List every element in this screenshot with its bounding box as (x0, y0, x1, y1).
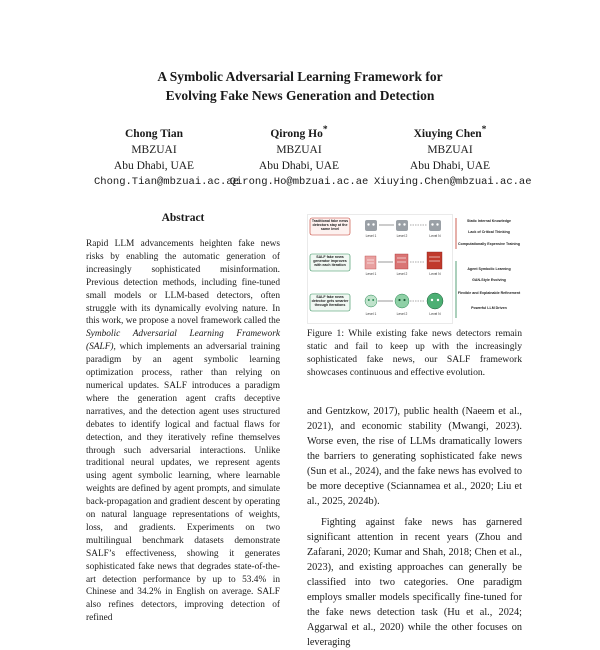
right-item-1: Lack of Critical Thinking (468, 230, 510, 234)
trad-label: Traditional fake news detectors stay at the same level (311, 218, 349, 231)
robot-icon (427, 293, 443, 309)
salf-det-label-box (310, 294, 350, 311)
abstract-framework-name: Symbolic Adversarial Learning Framework (SALF) (86, 329, 280, 353)
robot-icon (396, 220, 408, 231)
author-3-location: Abu Dhabi, UAE (409, 159, 491, 172)
robot-icon (365, 295, 377, 307)
row1-level-1: Level 1 (365, 234, 377, 238)
author-3 (374, 122, 532, 190)
trad-label-box (310, 218, 350, 235)
right-item-4: GAN-Style Evolving (472, 278, 506, 282)
fake-news-icon (365, 256, 376, 269)
author-3-name: Xiuying Chen (413, 127, 482, 140)
figure-1-caption: Figure 1: While existing fake news detectors remain static and fail to keep up with the increasingly sophisticated fake news, our SALF framework showcases continuous and effective evolution. (307, 328, 522, 378)
row2-level-n: Level N (429, 272, 441, 276)
trad-detector-icons (365, 220, 441, 231)
right-item-6: Powerful LLM Driven (471, 306, 507, 310)
right-item-3: Agent Symbolic Learning (467, 267, 511, 271)
author-2-name: Qirong Ho (270, 127, 323, 140)
abstract-heading: Abstract (161, 212, 205, 224)
row3-level-2: Level 2 (396, 312, 408, 316)
author-3-email: Xiuying.Chen@mbzuai.ac.ae (374, 175, 532, 188)
author-1-affil: MBZUAI (131, 143, 177, 156)
author-3-mark: * (481, 124, 487, 135)
author-2-email: Qirong.Ho@mbzuai.ac.ae (229, 175, 369, 188)
row3-level-1: Level 1 (365, 312, 377, 316)
author-2 (226, 122, 372, 190)
salf-gen-label: SALF fake news generator improves with each iteration (313, 254, 347, 267)
figure-right-panel (456, 218, 521, 318)
title-line-2: Evolving Fake News Generation and Detection (165, 88, 435, 103)
right-item-0: Static Internal Knowledge (467, 219, 511, 223)
row1-level-n: Level N (429, 234, 441, 238)
author-1-name: Chong Tian (124, 127, 184, 140)
author-1 (94, 122, 239, 190)
right-paragraph-2: Fighting against fake news has garnered significant attention in recent years (Zhou and Zafarani, 2020; Kumar and Shah, 2018; Chen et al., 2023), and existing approaches can generally be classified into two categories. One paradigm employs smaller models specifically fine-tuned for the fake news detection task (Hu et al., 2024; Aggarwal et al., 2020) while the other focuses on leveraging (307, 517, 522, 648)
robot-icon (395, 294, 409, 308)
salf-det-label: SALF fake news detector gets smarter through iterations (311, 294, 349, 307)
robot-icon (365, 220, 377, 231)
abstract-text-2: , which implements an adversarial training paradigm by an agent symbolic learning optimization process, rather than relying on numerical updates. SALF introduces a paradigm where the generation agent crafts deceptive narratives, and the detection agent uses structured debates to identify logical and factual flaws for detection, and they iteratively refine themselves through such adversarial interactions. Unlike traditional neural updates, we represent agents using agent symbolic learning, where learnable weights are defined by agent prompts, and simulate back-propagation and gradient descent by operating on natural language representations of weights, loss, and gradients. Experiments on two multilingual benchmark datasets demonstrate SALF’s effectiveness, showing it generates sophisticated fake news that degrades state-of-the-art detection performance by up to 53.4% in Chinese and 34.2% in English on average. SALF also refines detectors, improving detection of refined (86, 342, 280, 624)
row2-level-2: Level 2 (396, 272, 408, 276)
right-item-2: Computationally Expensive Training (458, 242, 520, 246)
figure-1-diagram (307, 214, 522, 324)
abstract-body (86, 238, 280, 625)
fake-news-icon (395, 254, 408, 269)
right-item-5: Flexible and Explainable Refinement (457, 291, 521, 295)
fake-news-icon (427, 252, 442, 269)
title-line-1: A Symbolic Adversarial Learning Framework for (157, 69, 443, 84)
right-paragraph-1: and Gentzkow, 2017), public health (Naeem et al., 2021), and economic stability (Mwangi, 2023). Worse even, the rise of LLMs dramatically lowers the barriers to generating sophisticated fake news (Sun et al., 2024), and the fake news has evolved to be more deceptive (Sciannamea et al., 2020; Liu et al., 2025, 2024b). (307, 406, 522, 507)
row3-level-n: Level N (429, 312, 441, 316)
abstract-text-1: Rapid LLM advancements heighten fake news risks by enabling the automatic generation of increasingly sophisticated misinformation. Previous detection methods, including fine-tuned small models or LLM-based detectors, often struggle with its dynamically evolving nature. In this work, we propose a novel framework called the (86, 239, 280, 327)
row2-level-1: Level 1 (365, 272, 377, 276)
row1-level-2: Level 2 (396, 234, 408, 238)
author-1-email: Chong.Tian@mbzuai.ac.ae (94, 175, 239, 188)
right-column-text (307, 404, 522, 650)
salf-gen-label-box (310, 254, 350, 271)
author-2-location: Abu Dhabi, UAE (258, 159, 340, 172)
paper-title (0, 67, 600, 105)
author-1-location: Abu Dhabi, UAE (113, 159, 195, 172)
author-2-mark: * (322, 124, 328, 135)
author-3-affil: MBZUAI (427, 143, 473, 156)
author-2-affil: MBZUAI (276, 143, 322, 156)
robot-icon (429, 220, 441, 231)
